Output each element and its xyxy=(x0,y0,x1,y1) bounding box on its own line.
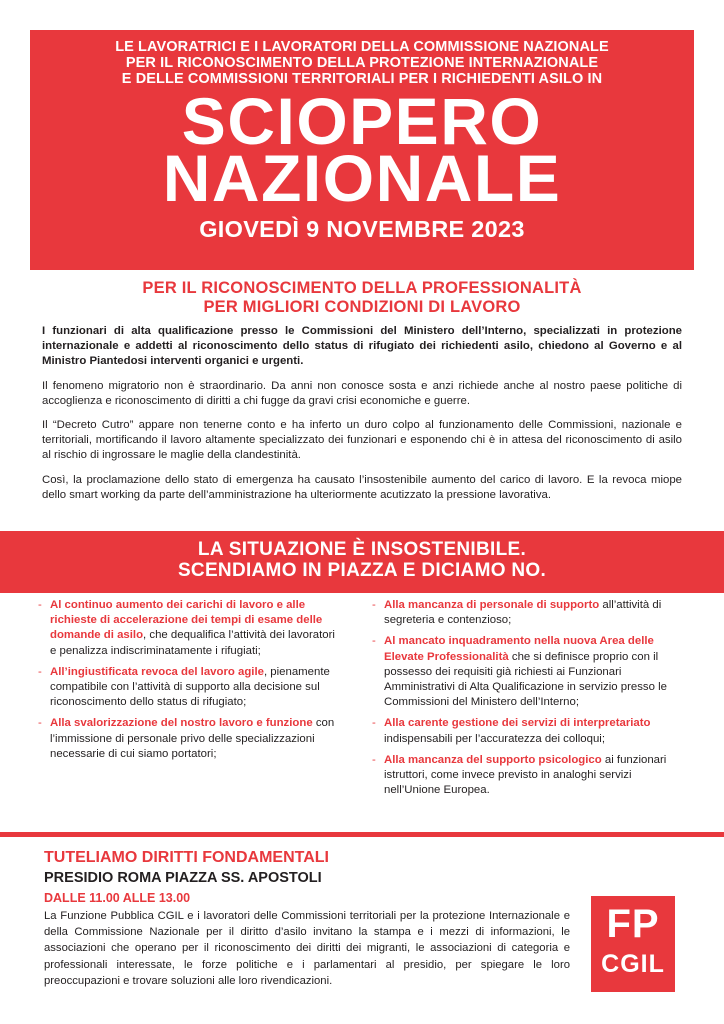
strike-title xyxy=(30,84,694,215)
paragraph: Il “Decreto Cutro” appare non tenerne conto e ha inferto un duro colpo al funzionamento delle Commissioni, nazionale e territoriali, mortificando il lavoro altamente specializzato dei funzionari e esponendo chi è in attesa del riconoscimento di asilo al rischio di ingrossare le maglie della clandestinità. xyxy=(42,419,682,462)
logo-fp: FP xyxy=(606,902,660,946)
grievance-column-left xyxy=(38,598,344,768)
grievance-text: , che dequalifica l’attività dei lavoratori e penalizza indiscriminatamente i rifugiati; xyxy=(50,629,335,657)
grievance-item xyxy=(372,598,684,628)
subheading xyxy=(30,279,694,317)
intro-line: E DELLE COMMISSIONI TERRITORIALI PER I RICHIEDENTI ASILO IN xyxy=(121,71,603,87)
strike-date: GIOVEDÌ 9 NOVEMBRE 2023 xyxy=(199,216,525,242)
title-line: SCIOPERO xyxy=(181,84,543,158)
body-text xyxy=(42,324,682,512)
grievance-text: , pienamente compatibile con l’attività di supporto alla decisione sul riconoscimento dello status di rifugiato; xyxy=(50,665,330,709)
grievance-text: all’attività di segreteria e contenzioso; xyxy=(384,599,662,627)
grievance-item xyxy=(372,716,684,746)
divider xyxy=(0,832,724,837)
footer-title: TUTELIAMO DIRITTI FONDAMENTALI xyxy=(44,849,329,866)
lead-paragraph: I funzionari di alta qualificazione presso le Commissioni del Ministero dell’Interno, specializzati in protezione internazionale e addetti al riconoscimento dello status di rifugiato dei richiedenti asilo, chiedono al Governo e al Ministro Piantedosi interventi organici e urgenti. xyxy=(42,325,682,368)
bullet-dash: - xyxy=(38,665,42,678)
intro-line: PER IL RICONOSCIMENTO DELLA PROTEZIONE INTERNAZIONALE xyxy=(125,55,599,71)
bullet-dash: - xyxy=(372,717,376,730)
event-time: DALLE 11.00 ALLE 13.00 xyxy=(44,891,191,905)
grievance-column-right xyxy=(372,598,684,804)
grievance-highlight: Alla mancanza di personale di supporto xyxy=(384,599,600,611)
bullet-dash: - xyxy=(372,635,376,648)
subheading-line: PER MIGLIORI CONDIZIONI DI LAVORO xyxy=(203,298,521,316)
grievance-item xyxy=(38,716,344,762)
organizers-intro xyxy=(30,39,694,87)
grievance-item xyxy=(38,598,344,659)
grievance-item xyxy=(372,634,684,710)
grievance-highlight: Al continuo aumento dei carichi di lavoro e alle richieste di accelerazione dei tempi di esame delle domande di asilo xyxy=(50,599,323,642)
grievance-highlight: Al mancato inquadramento nella nuova Area delle Elevate Professionalità xyxy=(384,635,654,663)
subheading-line: PER IL RICONOSCIMENTO DELLA PROFESSIONALITÀ xyxy=(142,279,582,297)
grievance-highlight: Alla carente gestione dei servizi di interpretariato xyxy=(384,717,651,730)
paragraph: Così, la proclamazione dello stato di emergenza ha causato l’insostenibile aumento del carico di lavoro. E la revoca miope dello smart working da parte dell’amministrazione ha ulteriormente acutizzato la pressione lavorativa. xyxy=(42,473,682,501)
bullet-dash: - xyxy=(372,753,376,766)
grievance-item xyxy=(38,665,344,711)
paragraph: Il fenomeno migratorio non è straordinario. Da anni non conosce sosta e anzi richiede anche al nostro paese politiche di accoglienza e riconoscimento di diritti a chi fugge da gravi crisi economiche e guerre. xyxy=(42,379,682,407)
bullet-dash: - xyxy=(38,717,42,730)
grievance-text: con l’immissione di personale privo delle specializzazioni necessarie di cui siamo portatori; xyxy=(50,717,335,760)
grievance-highlight: All’ingiustificata revoca del lavoro agile xyxy=(50,665,264,678)
grievance-text: indispensabili per l’accuratezza dei colloqui; xyxy=(384,732,605,745)
logo-cgil: CGIL xyxy=(601,950,665,978)
fp-cgil-logo xyxy=(591,896,675,992)
grievance-highlight: Alla mancanza del supporto psicologico xyxy=(384,753,602,766)
grievance-item xyxy=(372,753,684,799)
bullet-dash: - xyxy=(38,599,42,611)
grievance-highlight: Alla svalorizzazione del nostro lavoro e funzione xyxy=(50,717,313,730)
slogan-line: LA SITUAZIONE È INSOSTENIBILE. xyxy=(197,539,527,560)
intro-line: LE LAVORATRICI E I LAVORATORI DELLA COMMISSIONE NAZIONALE xyxy=(115,39,609,55)
footer-text: La Funzione Pubblica CGIL e i lavoratori delle Commissioni territoriali per la protezione Internazionale e della Commissione Nazionale per il diritto d’asilo invitano la stampa e i mezzi di informazioni, le associazioni che operano per il riconoscimento dei diritti dei migranti, le associazioni di categoria e professionali interessate, le forze politiche e i parlamentari al presidio, per spiegare le loro preoccupazioni e trovare soluzioni alle loro rivendicazioni. xyxy=(44,910,570,987)
grievance-text: che si definisce proprio con il possesso dei requisiti già richiesti ai Funzionari Amministrativi di Alta Qualificazione in servizio presso le Commissioni del Ministero dell’Interno; xyxy=(384,650,667,709)
slogan-line: SCENDIAMO IN PIAZZA E DICIAMO NO. xyxy=(177,560,547,581)
title-line: NAZIONALE xyxy=(162,141,562,215)
slogan-band xyxy=(0,531,724,593)
bullet-dash: - xyxy=(372,599,376,611)
grievance-text: ai funzionari istruttori, come invece previsto in analoghi servizi nell’Unione Europea. xyxy=(384,753,667,797)
header-banner xyxy=(30,30,694,270)
event-location: PRESIDIO ROMA PIAZZA SS. APOSTOLI xyxy=(44,870,322,886)
